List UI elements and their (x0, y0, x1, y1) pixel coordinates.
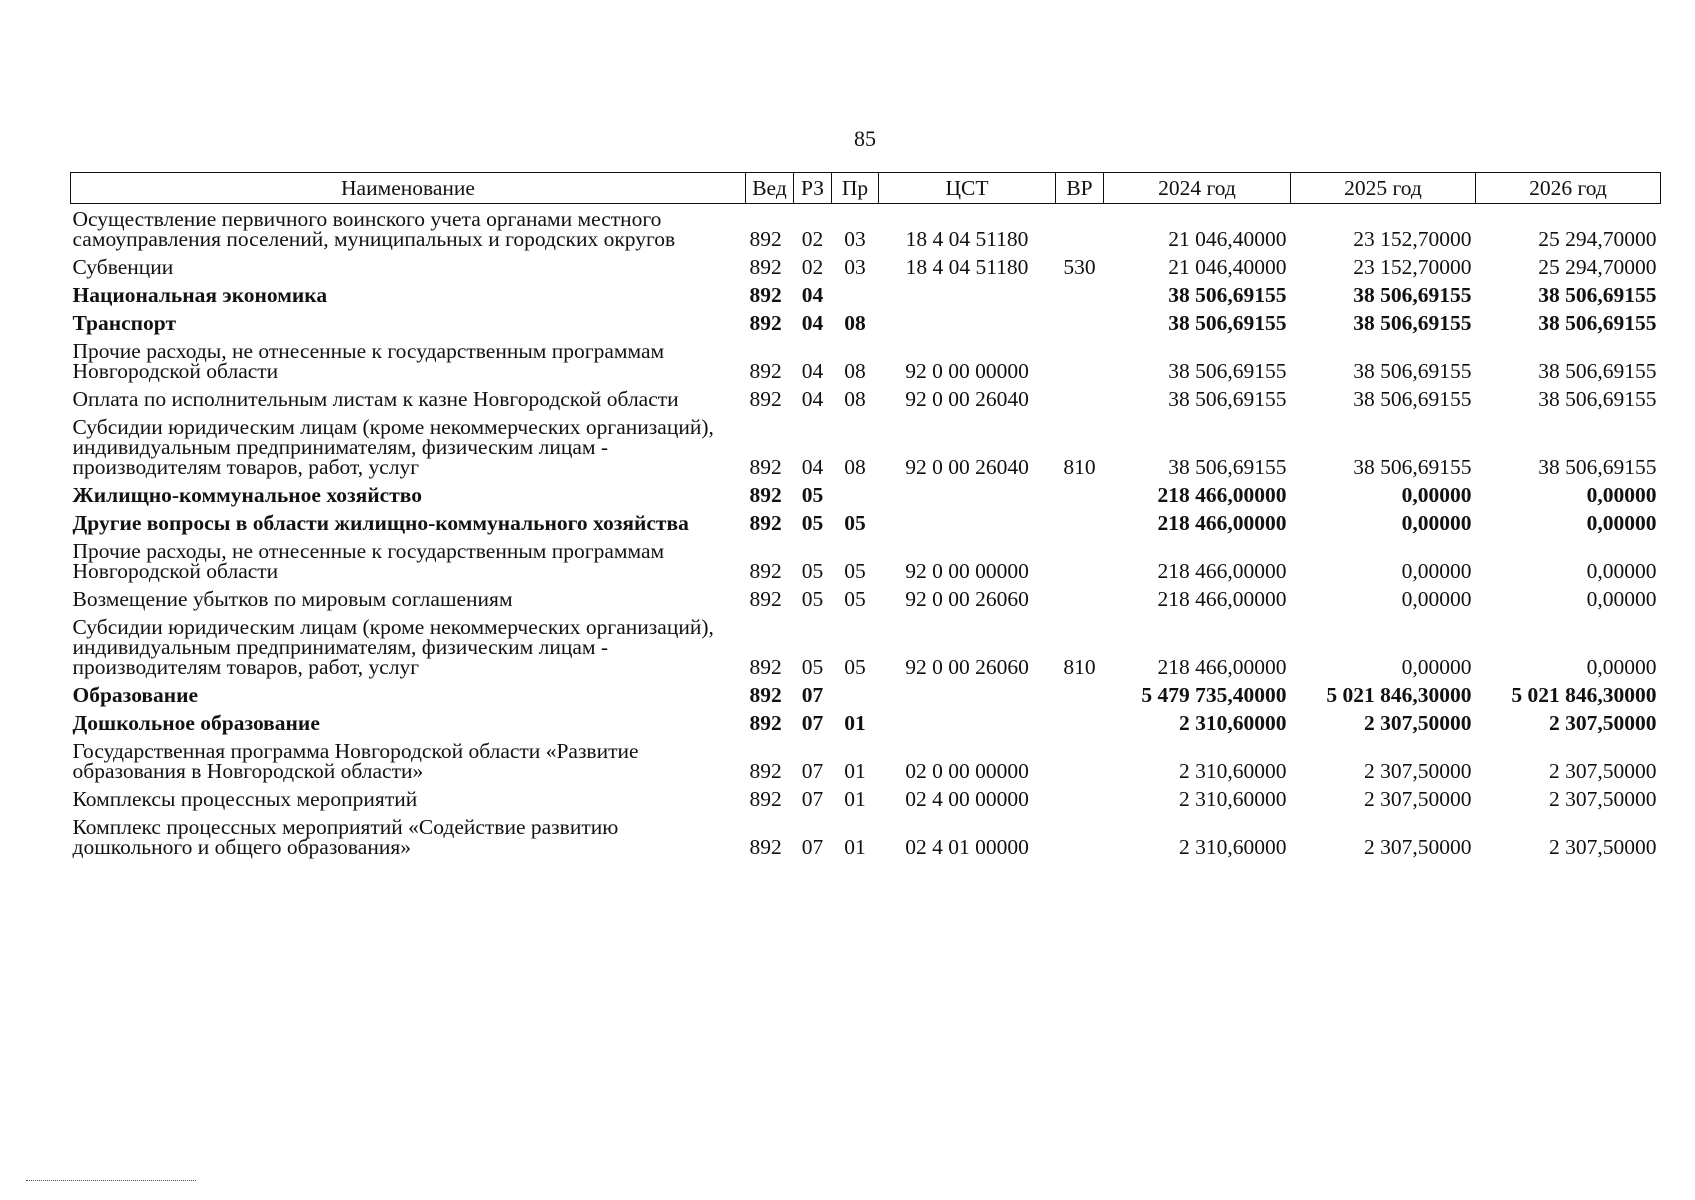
cell-y2025: 38 506,69155 (1353, 283, 1472, 307)
cell-ved: 892 (749, 759, 782, 783)
cell-y2026: 38 506,69155 (1538, 283, 1657, 307)
cell-cst: 02 4 00 00000 (905, 787, 1029, 811)
header-rz: РЗ (794, 173, 832, 204)
cell-vr (1056, 384, 1104, 412)
cell-y2025: 5 021 846,30000 (1326, 683, 1472, 707)
footer-divider (26, 1180, 196, 1181)
cell-y2024: 2 310,60000 (1179, 787, 1287, 811)
cell-rz: 05 (801, 559, 824, 583)
cell-name: Жилищно-коммунальное хозяйство (72, 483, 423, 507)
table-row (71, 204, 1661, 253)
cell-rz: 07 (801, 711, 824, 735)
cell-cst (879, 708, 1056, 736)
cell-y2025: 38 506,69155 (1353, 455, 1472, 479)
cell-pr: 05 (844, 587, 866, 611)
header-2024: 2024 год (1104, 173, 1291, 204)
cell-y2026: 2 307,50000 (1549, 759, 1657, 783)
cell-rz: 04 (801, 359, 824, 383)
cell-y2025: 38 506,69155 (1353, 359, 1472, 383)
cell-y2025: 0,00000 (1401, 511, 1472, 535)
cell-rz: 07 (801, 835, 824, 859)
cell-rz: 05 (801, 511, 824, 535)
cell-y2025: 2 307,50000 (1364, 787, 1472, 811)
cell-cst: 92 0 00 00000 (905, 559, 1029, 583)
cell-pr (832, 680, 879, 708)
cell-vr (1056, 336, 1104, 384)
cell-cst: 02 0 00 00000 (905, 759, 1029, 783)
cell-y2026: 38 506,69155 (1538, 359, 1657, 383)
cell-vr (1056, 536, 1104, 584)
table-row (71, 336, 1661, 384)
cell-ved: 892 (749, 683, 782, 707)
cell-name: Другие вопросы в области жилищно-коммунального хозяйства (72, 511, 689, 535)
cell-pr: 01 (844, 759, 866, 783)
cell-pr: 01 (844, 711, 866, 735)
cell-y2024: 2 310,60000 (1179, 835, 1287, 859)
cell-vr (1056, 280, 1104, 308)
table-row (71, 812, 1661, 860)
cell-y2026: 0,00000 (1586, 511, 1657, 535)
cell-ved: 892 (749, 227, 782, 251)
cell-y2026: 5 021 846,30000 (1511, 683, 1657, 707)
cell-name: Комплексы процессных мероприятий (72, 787, 418, 811)
cell-name: Транспорт (72, 311, 177, 335)
cell-vr (1056, 708, 1104, 736)
cell-y2026: 25 294,70000 (1538, 227, 1657, 251)
cell-ved: 892 (749, 455, 782, 479)
table-row (71, 736, 1661, 784)
table-row (71, 252, 1661, 280)
cell-y2024: 38 506,69155 (1168, 283, 1287, 307)
cell-y2025: 2 307,50000 (1364, 711, 1472, 735)
cell-cst: 92 0 00 00000 (905, 359, 1029, 383)
header-2026: 2026 год (1476, 173, 1661, 204)
cell-y2024: 2 310,60000 (1179, 759, 1287, 783)
cell-ved: 892 (749, 835, 782, 859)
cell-cst (879, 680, 1056, 708)
cell-y2026: 0,00000 (1586, 559, 1657, 583)
cell-ved: 892 (749, 655, 782, 679)
cell-y2025: 23 152,70000 (1353, 227, 1472, 251)
cell-name: Прочие расходы, не отнесенные к государственным программам Новгородской области (72, 339, 665, 383)
cell-rz: 05 (801, 587, 824, 611)
cell-y2026: 0,00000 (1586, 655, 1657, 679)
table-row (71, 708, 1661, 736)
cell-cst: 18 4 04 51180 (905, 255, 1029, 279)
cell-ved: 892 (749, 711, 782, 735)
cell-y2024: 38 506,69155 (1168, 311, 1287, 335)
cell-vr (1056, 480, 1104, 508)
cell-rz: 02 (801, 227, 824, 251)
cell-cst (879, 480, 1056, 508)
cell-cst: 92 0 00 26060 (905, 587, 1029, 611)
cell-cst: 92 0 00 26040 (905, 455, 1029, 479)
cell-pr: 08 (844, 359, 866, 383)
cell-ved: 892 (749, 559, 782, 583)
cell-vr (1056, 584, 1104, 612)
cell-y2025: 23 152,70000 (1353, 255, 1472, 279)
cell-vr: 530 (1063, 255, 1096, 279)
cell-cst (879, 280, 1056, 308)
cell-ved: 892 (749, 359, 782, 383)
cell-pr: 05 (844, 655, 866, 679)
cell-y2025: 2 307,50000 (1364, 759, 1472, 783)
cell-name: Субсидии юридическим лицам (кроме некоммерческих организаций), индивидуальным предпринимателям, физическим лицам - производителям товаров, работ, услуг (72, 615, 714, 679)
cell-cst: 92 0 00 26040 (905, 387, 1029, 411)
cell-name: Оплата по исполнительным листам к казне Новгородской области (72, 387, 679, 411)
cell-ved: 892 (749, 387, 782, 411)
cell-rz: 07 (801, 683, 824, 707)
cell-y2025: 2 307,50000 (1364, 835, 1472, 859)
cell-pr: 03 (844, 255, 866, 279)
table-body (71, 204, 1661, 861)
cell-rz: 04 (801, 311, 824, 335)
table-row (71, 412, 1661, 480)
cell-cst (879, 508, 1056, 536)
cell-rz: 05 (801, 655, 824, 679)
cell-y2025: 0,00000 (1401, 483, 1472, 507)
cell-pr: 01 (844, 835, 866, 859)
cell-vr (1056, 736, 1104, 784)
cell-y2024: 5 479 735,40000 (1141, 683, 1287, 707)
cell-rz: 07 (801, 759, 824, 783)
header-ved: Вед (746, 173, 794, 204)
table-header (71, 173, 1661, 204)
budget-table (70, 172, 1661, 860)
header-pr: Пр (832, 173, 879, 204)
cell-pr: 01 (844, 787, 866, 811)
header-name: Наименование (71, 173, 746, 204)
cell-y2026: 2 307,50000 (1549, 787, 1657, 811)
cell-name: Комплекс процессных мероприятий «Содействие развитию дошкольного и общего образования» (72, 815, 619, 859)
cell-name: Государственная программа Новгородской области «Развитие образования в Новгородской области» (72, 739, 639, 783)
cell-ved: 892 (749, 255, 782, 279)
cell-vr (1056, 508, 1104, 536)
cell-y2025: 0,00000 (1401, 559, 1472, 583)
cell-y2026: 2 307,50000 (1549, 711, 1657, 735)
cell-vr (1056, 204, 1104, 253)
cell-ved: 892 (749, 283, 782, 307)
cell-y2025: 38 506,69155 (1353, 387, 1472, 411)
table-row (71, 480, 1661, 508)
cell-pr: 03 (844, 227, 866, 251)
cell-y2026: 38 506,69155 (1538, 455, 1657, 479)
cell-y2024: 218 466,00000 (1157, 483, 1287, 507)
cell-rz: 07 (801, 787, 824, 811)
cell-rz: 04 (801, 387, 824, 411)
cell-cst: 92 0 00 26060 (905, 655, 1029, 679)
cell-y2024: 38 506,69155 (1168, 455, 1287, 479)
table-row (71, 308, 1661, 336)
cell-rz: 04 (801, 455, 824, 479)
cell-y2024: 21 046,40000 (1168, 255, 1287, 279)
header-cst: ЦСТ (879, 173, 1056, 204)
cell-y2024: 218 466,00000 (1157, 587, 1287, 611)
cell-y2025: 0,00000 (1401, 587, 1472, 611)
cell-vr: 810 (1063, 655, 1096, 679)
cell-y2024: 2 310,60000 (1179, 711, 1287, 735)
table-row (71, 612, 1661, 680)
cell-y2024: 38 506,69155 (1168, 359, 1287, 383)
table-row (71, 584, 1661, 612)
table-row (71, 536, 1661, 584)
cell-rz: 04 (801, 283, 824, 307)
cell-name: Дошкольное образование (72, 711, 320, 735)
cell-ved: 892 (749, 483, 782, 507)
cell-pr: 08 (844, 455, 866, 479)
cell-vr (1056, 812, 1104, 860)
cell-name: Субсидии юридическим лицам (кроме некоммерческих организаций), индивидуальным предпринимателям, физическим лицам - производителям товаров, работ, услуг (72, 415, 714, 479)
cell-cst: 02 4 01 00000 (905, 835, 1029, 859)
cell-vr (1056, 784, 1104, 812)
cell-y2026: 25 294,70000 (1538, 255, 1657, 279)
cell-y2024: 218 466,00000 (1157, 511, 1287, 535)
cell-pr: 08 (844, 387, 866, 411)
cell-name: Образование (72, 683, 199, 707)
cell-pr: 08 (844, 311, 866, 335)
header-vr: ВР (1056, 173, 1104, 204)
table-row (71, 508, 1661, 536)
page-number: 85 (854, 126, 876, 151)
cell-cst: 18 4 04 51180 (905, 227, 1029, 251)
budget-table-container (70, 172, 1660, 860)
table-row (71, 680, 1661, 708)
cell-y2025: 38 506,69155 (1353, 311, 1472, 335)
cell-y2026: 38 506,69155 (1538, 311, 1657, 335)
cell-y2024: 38 506,69155 (1168, 387, 1287, 411)
cell-pr: 05 (844, 559, 866, 583)
cell-rz: 05 (801, 483, 824, 507)
cell-y2024: 218 466,00000 (1157, 655, 1287, 679)
cell-ved: 892 (749, 311, 782, 335)
cell-name: Субвенции (72, 255, 174, 279)
cell-y2026: 0,00000 (1586, 483, 1657, 507)
cell-ved: 892 (749, 587, 782, 611)
cell-y2026: 38 506,69155 (1538, 387, 1657, 411)
cell-vr (1056, 308, 1104, 336)
table-row (71, 784, 1661, 812)
cell-y2024: 218 466,00000 (1157, 559, 1287, 583)
cell-ved: 892 (749, 511, 782, 535)
cell-pr (832, 280, 879, 308)
header-row (71, 173, 1661, 204)
cell-ved: 892 (749, 787, 782, 811)
cell-vr (1056, 680, 1104, 708)
cell-y2025: 0,00000 (1401, 655, 1472, 679)
cell-name: Осуществление первичного воинского учета органами местного самоуправления поселений, муниципальных и городских округов (72, 207, 676, 251)
cell-name: Национальная экономика (72, 283, 328, 307)
cell-cst (879, 308, 1056, 336)
table-row (71, 280, 1661, 308)
cell-vr: 810 (1063, 455, 1096, 479)
cell-name: Возмещение убытков по мировым соглашениям (72, 587, 513, 611)
cell-y2024: 21 046,40000 (1168, 227, 1287, 251)
cell-y2026: 0,00000 (1586, 587, 1657, 611)
cell-pr: 05 (844, 511, 866, 535)
header-2025: 2025 год (1291, 173, 1476, 204)
cell-name: Прочие расходы, не отнесенные к государственным программам Новгородской области (72, 539, 665, 583)
cell-pr (832, 480, 879, 508)
cell-y2026: 2 307,50000 (1549, 835, 1657, 859)
cell-rz: 02 (801, 255, 824, 279)
table-row (71, 384, 1661, 412)
